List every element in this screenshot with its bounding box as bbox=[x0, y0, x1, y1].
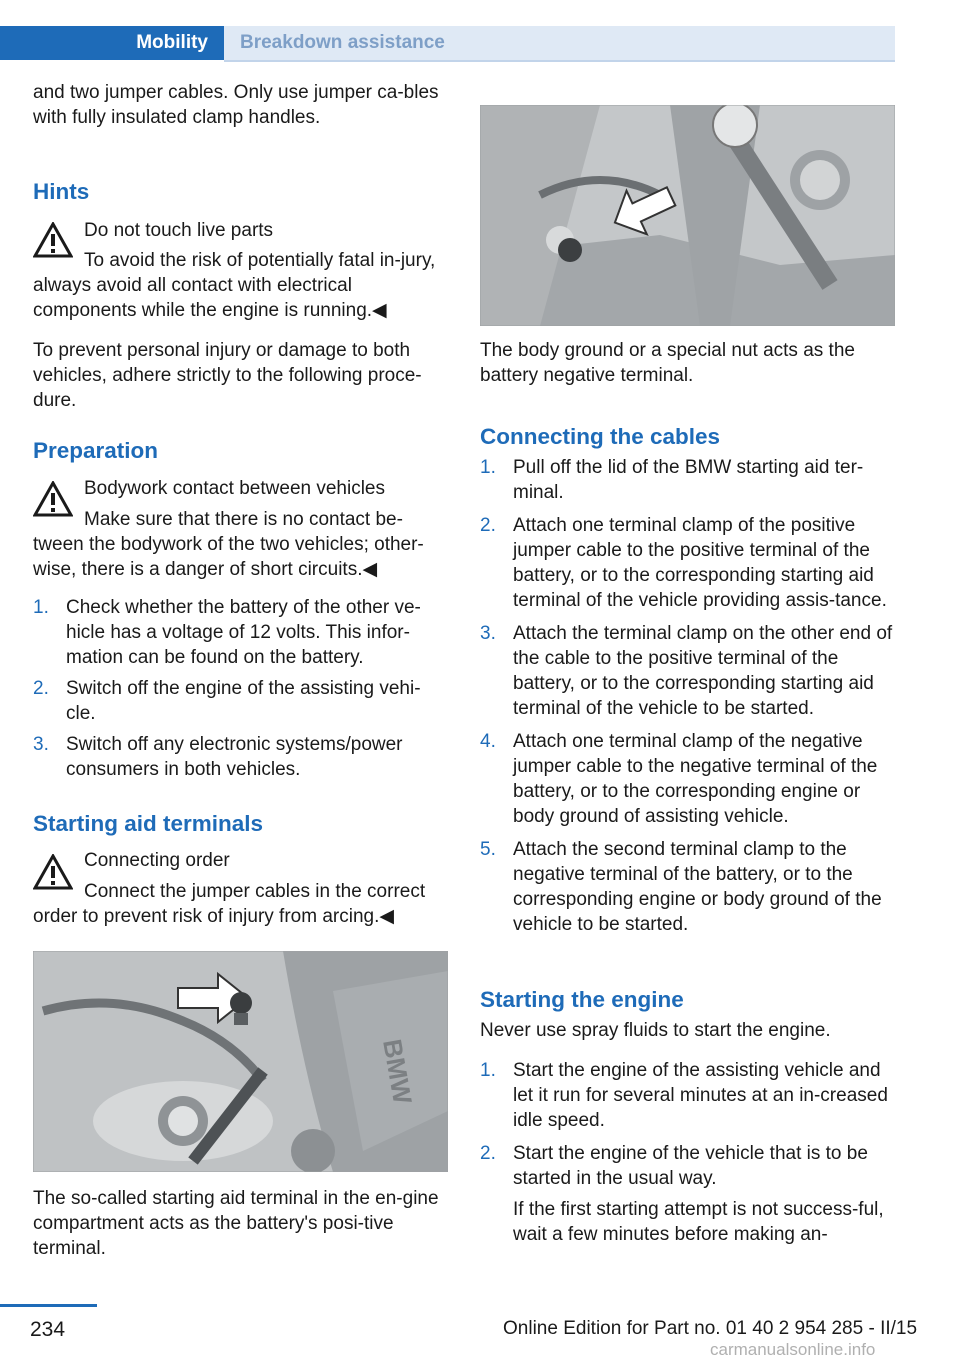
list-item: 4. Attach one terminal clamp of the negative jumper cable to the negative terminal of the battery, or to the corresponding engine or body ground of assisting vehicle. bbox=[480, 731, 878, 827]
page-number: 234 bbox=[30, 1318, 66, 1341]
preparation-warning-title: Bodywork contact between vehicles bbox=[84, 478, 385, 499]
list-item: 2. Attach one terminal clamp of the positive jumper cable to the positive terminal of the battery, or to the corresponding starting aid terminal of the vehicle providing assis-tance. bbox=[480, 515, 887, 611]
step-number: 2. bbox=[33, 678, 49, 699]
starting-engine-heading: Starting the engine bbox=[480, 987, 684, 1012]
starting-aid-terminal-photo bbox=[33, 951, 448, 1172]
step-number: 1. bbox=[480, 1060, 496, 1081]
step-number: 1. bbox=[480, 457, 496, 478]
step-number: 4. bbox=[480, 731, 496, 752]
preparation-steps bbox=[33, 595, 448, 782]
starting-aid-terminals-heading: Starting aid terminals bbox=[33, 811, 264, 836]
procedure-text: To prevent personal injury or damage to both vehicles, adhere strictly to the following proce-dure. bbox=[33, 340, 422, 411]
engine-steps bbox=[480, 1058, 895, 1247]
list-item: 5. Attach the second terminal clamp to the negative terminal of the battery, or to the corresponding engine or body ground of the vehicle to be started. bbox=[480, 839, 882, 935]
preparation-warning-body: Make sure that there is no contact be-tween the bodywork of the two vehicles; other-wise, there is a danger of short circuits.◀ bbox=[33, 509, 424, 580]
step-number: 1. bbox=[33, 597, 49, 618]
step-number: 5. bbox=[480, 839, 496, 860]
footer-rule bbox=[0, 1304, 97, 1307]
step-continuation: If the first starting attempt is not success-ful, wait a few minutes before making an- bbox=[513, 1199, 884, 1245]
engine-cover-logo: BMW bbox=[377, 1036, 418, 1107]
section-tab-breakdown-assistance: Breakdown assistance bbox=[224, 26, 895, 60]
list-item: 2. Switch off the engine of the assisting vehi-cle. bbox=[33, 678, 421, 724]
hints-warning-title: Do not touch live parts bbox=[84, 220, 274, 241]
hints-warning-body: To avoid the risk of potentially fatal in-jury, always avoid all contact with electrical components while the engine is running.◀ bbox=[33, 250, 436, 321]
intro-text: and two jumper cables. Only use jumper ca-bles with fully insulated clamp handles. bbox=[33, 82, 439, 128]
right-image-caption: The body ground or a special nut acts as the battery negative terminal. bbox=[480, 340, 855, 386]
left-image-caption: The so-called starting aid terminal in the en-gine compartment acts as the battery's posi-tive terminal. bbox=[33, 1188, 439, 1259]
engine-intro-text: Never use spray fluids to start the engine. bbox=[480, 1020, 831, 1041]
list-item: 2. Start the engine of the vehicle that is to be started in the usual way. If the first starting attempt is not success-ful, wait a few minutes before making an- bbox=[480, 1141, 895, 1247]
watermark: carmanualsonline.info bbox=[710, 1340, 876, 1359]
cable-steps bbox=[480, 455, 895, 937]
terminals-warning-body: Connect the jumper cables in the correct order to prevent risk of injury from arcing.◀ bbox=[33, 881, 426, 927]
hints-heading: Hints bbox=[33, 179, 90, 204]
preparation-heading: Preparation bbox=[33, 438, 159, 463]
list-item: 1. Check whether the battery of the other ve-hicle has a voltage of 12 volts. This infor-mation can be found on the battery. bbox=[33, 597, 421, 668]
connecting-cables-heading: Connecting the cables bbox=[480, 424, 721, 449]
header-rule bbox=[224, 60, 895, 62]
ground-terminal-photo bbox=[480, 105, 895, 326]
step-number: 2. bbox=[480, 515, 496, 536]
chapter-tab-mobility: Mobility bbox=[0, 26, 224, 60]
list-item: 3. Attach the terminal clamp on the other end of the cable to the positive terminal of the battery, or to the corresponding starting aid terminal of the vehicle to be started. bbox=[480, 623, 893, 719]
step-number: 2. bbox=[480, 1143, 496, 1164]
step-number: 3. bbox=[480, 623, 496, 644]
terminals-warning-title: Connecting order bbox=[84, 850, 230, 871]
list-item: 3. Switch off any electronic systems/power consumers in both vehicles. bbox=[33, 734, 403, 780]
list-item: 1. Start the engine of the assisting vehicle and let it run for several minutes at an in-creased idle speed. bbox=[480, 1060, 888, 1131]
edition-info: Online Edition for Part no. 01 40 2 954 285 - II/15 bbox=[503, 1318, 918, 1339]
list-item: 1. Pull off the lid of the BMW starting aid ter-minal. bbox=[480, 457, 864, 503]
step-number: 3. bbox=[33, 734, 49, 755]
page-header bbox=[0, 0, 895, 62]
